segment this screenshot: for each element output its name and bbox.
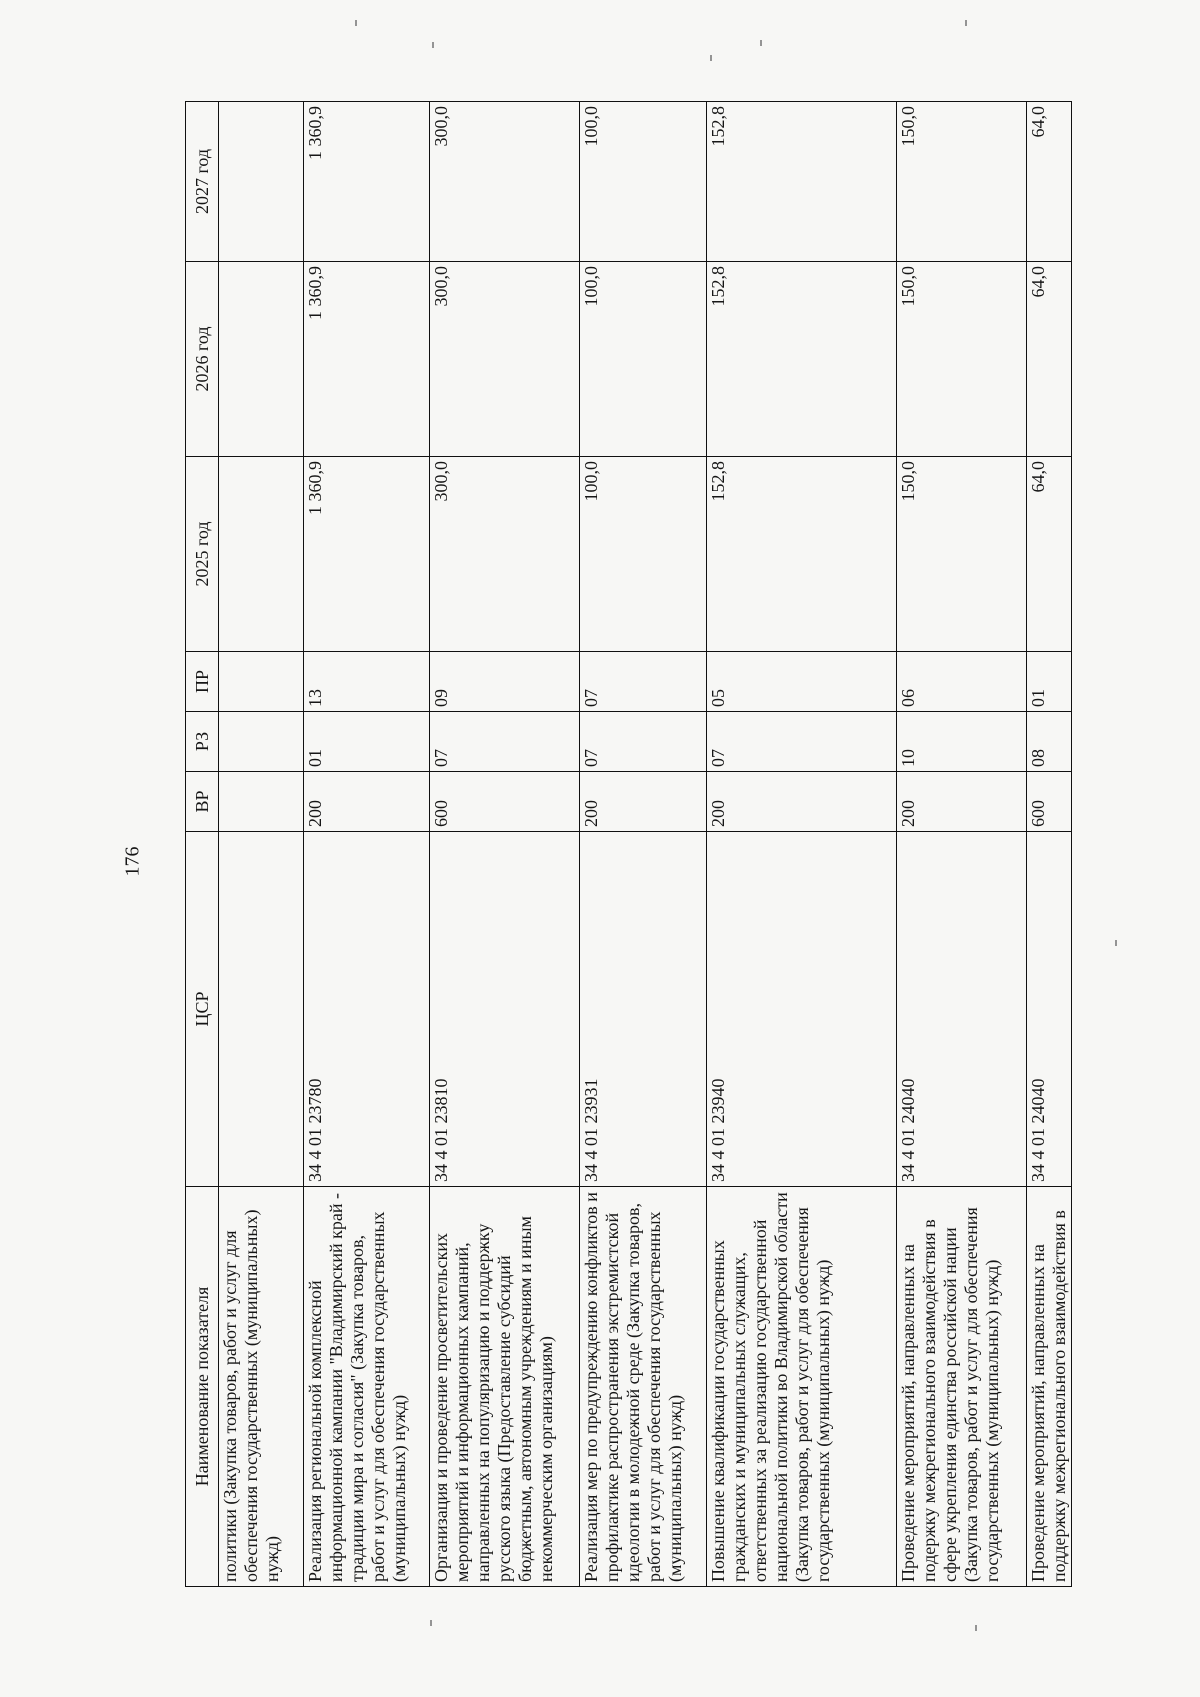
row-rz: 01 (304, 712, 430, 772)
row-pr: 01 (1027, 652, 1072, 712)
table-row (707, 102, 897, 1587)
row-2027 (219, 102, 304, 262)
budget-table (185, 101, 1072, 1587)
row-csr (219, 832, 304, 1187)
scan-speck (1115, 940, 1117, 946)
row-csr: 34 4 01 23931 (580, 832, 707, 1187)
rotated-table-container (185, 102, 1069, 1587)
row-2025: 64,0 (1027, 457, 1072, 652)
row-vr: 200 (580, 772, 707, 832)
row-vr: 200 (897, 772, 1027, 832)
row-pr: 05 (707, 652, 897, 712)
scan-speck (432, 42, 434, 48)
header-name: Наименование показателя (186, 1187, 219, 1587)
row-2027: 150,0 (897, 102, 1027, 262)
row-csr: 34 4 01 23780 (304, 832, 430, 1187)
scan-speck (710, 55, 712, 61)
header-2025: 2025 год (186, 457, 219, 652)
row-pr: 06 (897, 652, 1027, 712)
row-csr: 34 4 01 24040 (1027, 832, 1072, 1187)
row-vr: 600 (1027, 772, 1072, 832)
header-vr: ВР (186, 772, 219, 832)
row-2026 (219, 262, 304, 457)
row-2027: 100,0 (580, 102, 707, 262)
header-pr: ПР (186, 652, 219, 712)
scan-speck (430, 1620, 432, 1626)
row-pr: 07 (580, 652, 707, 712)
row-csr: 34 4 01 24040 (897, 832, 1027, 1187)
row-2026: 1 360,9 (304, 262, 430, 457)
row-pr: 09 (430, 652, 580, 712)
row-name: Проведение мероприятий, направленных на поддержку межрегионального взаимодействия в (1027, 1187, 1072, 1587)
row-name: Реализация региональной комплексной информационной кампании "Владимирский край - традиции мира и согласия" (Закупка товаров, работ и услуг для обеспечения государственных (муниципальных) нужд) (304, 1187, 430, 1587)
row-rz: 10 (897, 712, 1027, 772)
row-csr: 34 4 01 23810 (430, 832, 580, 1187)
table-row (580, 102, 707, 1587)
scan-speck (760, 40, 762, 46)
row-2027: 1 360,9 (304, 102, 430, 262)
row-rz: 07 (430, 712, 580, 772)
row-2026: 64,0 (1027, 262, 1072, 457)
row-2026: 150,0 (897, 262, 1027, 457)
row-2025: 300,0 (430, 457, 580, 652)
row-rz: 07 (707, 712, 897, 772)
row-2027: 64,0 (1027, 102, 1072, 262)
row-name: политики (Закупка товаров, работ и услуг для обеспечения государственных (муниципальных) нужд) (219, 1187, 304, 1587)
row-rz: 08 (1027, 712, 1072, 772)
scan-speck (975, 1625, 977, 1631)
row-vr: 600 (430, 772, 580, 832)
row-2025: 152,8 (707, 457, 897, 652)
row-2027: 300,0 (430, 102, 580, 262)
row-vr: 200 (707, 772, 897, 832)
row-2025: 1 360,9 (304, 457, 430, 652)
table-row (430, 102, 580, 1587)
scan-speck (965, 20, 967, 26)
page-number: 176 (121, 846, 144, 877)
table-row (304, 102, 430, 1587)
row-2025 (219, 457, 304, 652)
header-2027: 2027 год (186, 102, 219, 262)
table-row (219, 102, 304, 1587)
row-2027: 152,8 (707, 102, 897, 262)
row-pr: 13 (304, 652, 430, 712)
row-2026: 152,8 (707, 262, 897, 457)
header-csr: ЦСР (186, 832, 219, 1187)
scan-speck (355, 20, 357, 26)
row-2025: 100,0 (580, 457, 707, 652)
row-csr: 34 4 01 23940 (707, 832, 897, 1187)
table-row (1027, 102, 1072, 1587)
row-vr: 200 (304, 772, 430, 832)
table-row (897, 102, 1027, 1587)
row-rz (219, 712, 304, 772)
row-vr (219, 772, 304, 832)
header-rz: РЗ (186, 712, 219, 772)
header-2026: 2026 год (186, 262, 219, 457)
row-name: Повышение квалификации государственных гражданских и муниципальных служащих, ответственных за реализацию государственной национальной политики во Владимирской области (Закупка товаров, работ и услуг для обеспечения государственных (муниципальных) нужд) (707, 1187, 897, 1587)
row-name: Организация и проведение просветительских мероприятий и информационных кампаний, направленных на популяризацию и поддержку русского языка (Предоставление субсидий бюджетным, автономным учреждениям и иным некоммерческим организациям) (430, 1187, 580, 1587)
row-2025: 150,0 (897, 457, 1027, 652)
table-header-row (186, 102, 219, 1587)
row-2026: 100,0 (580, 262, 707, 457)
row-rz: 07 (580, 712, 707, 772)
row-name: Реализация мер по предупреждению конфликтов и профилактике распространения экстремистской идеологии в молодежной среде (Закупка товаров, работ и услуг для обеспечения государственных (муниципальных) нужд) (580, 1187, 707, 1587)
row-pr (219, 652, 304, 712)
row-2026: 300,0 (430, 262, 580, 457)
row-name: Проведение мероприятий, направленных на подержку межрегионального взаимодействия в сфере укрепления единства российской нации (Закупка товаров, работ и услуг для обеспечения государственных (муниципальных) нужд) (897, 1187, 1027, 1587)
